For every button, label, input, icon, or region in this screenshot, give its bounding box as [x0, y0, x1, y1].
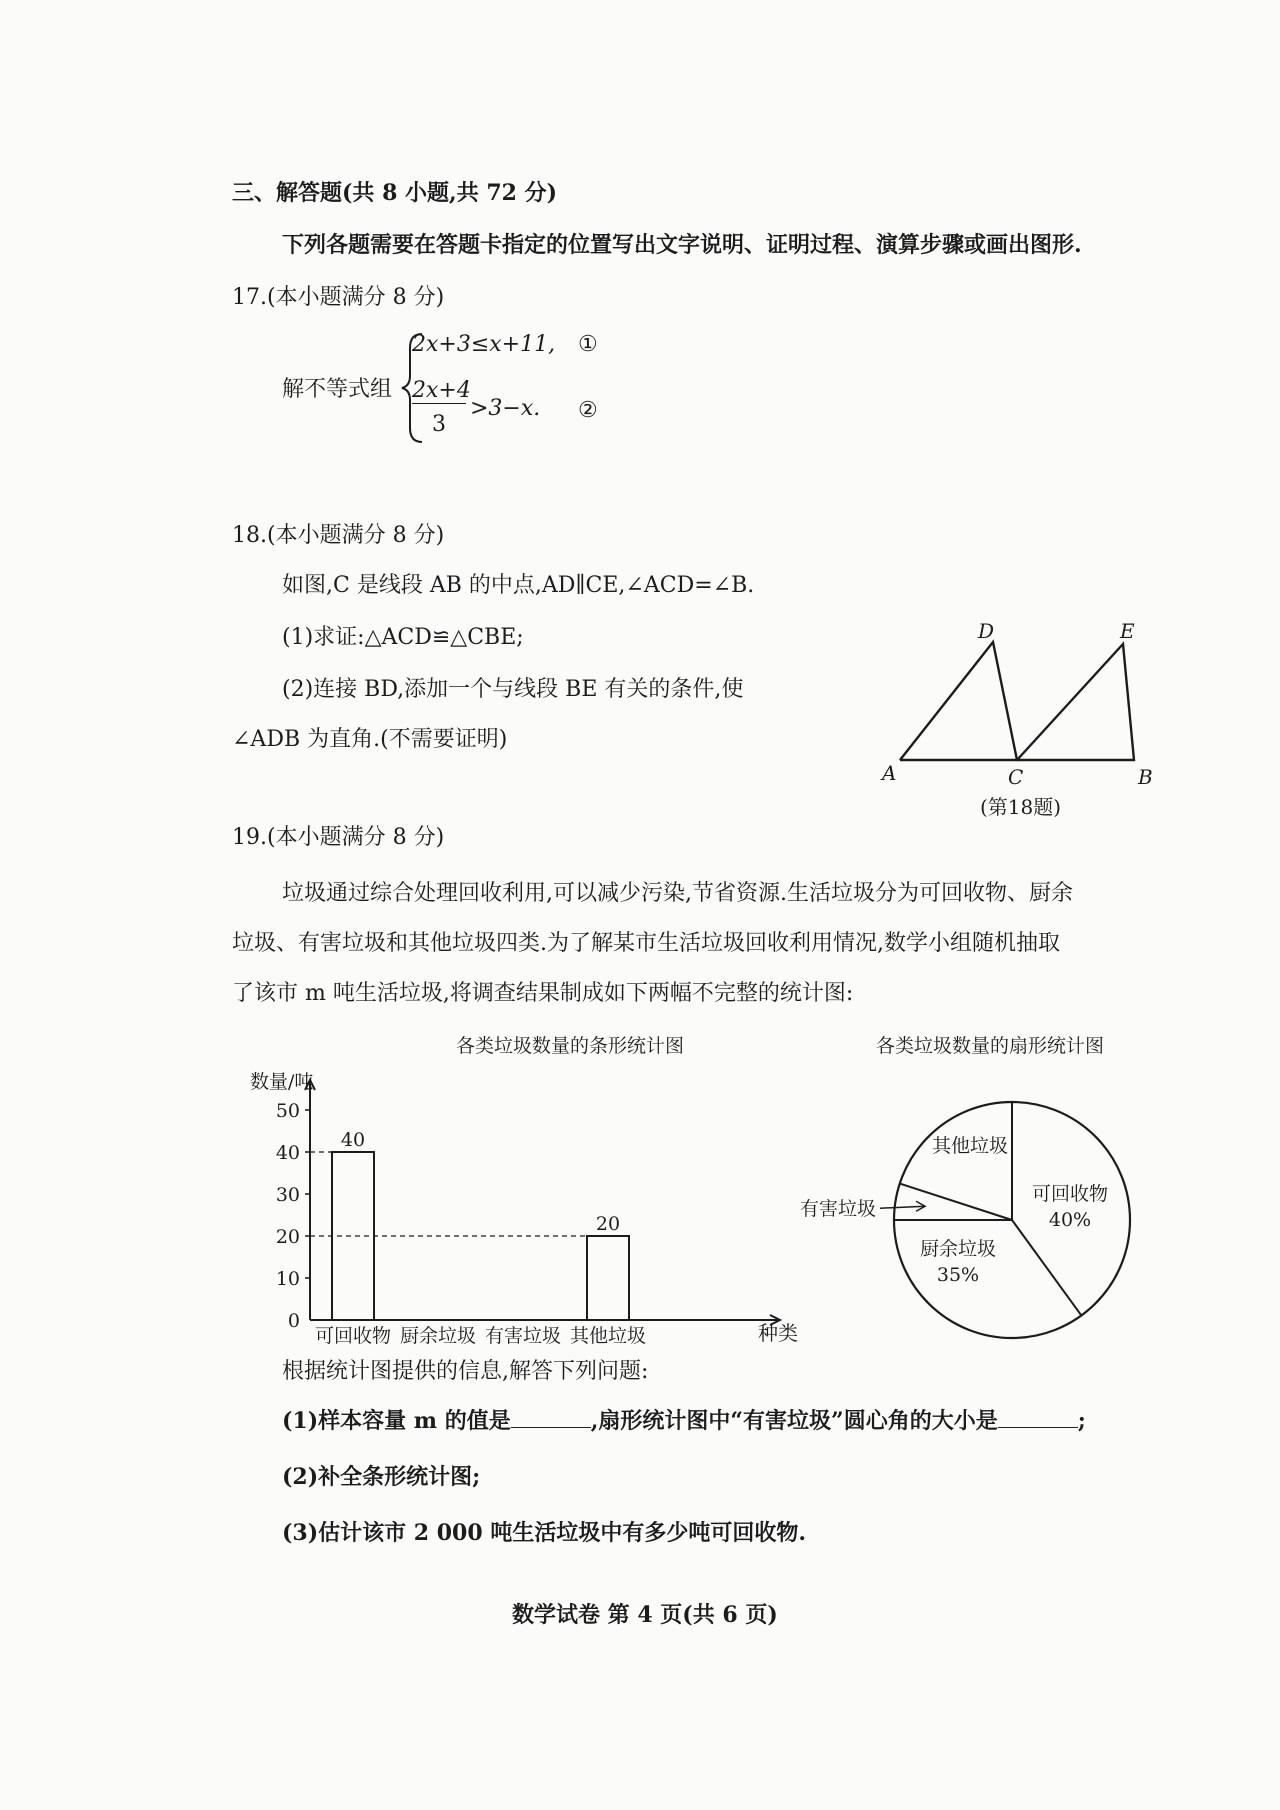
q19-paragraph-line2: 垃圾、有害垃圾和其他垃圾四类.为了解某市生活垃圾回收利用情况,数学小组随机抽取 — [232, 931, 1060, 956]
q18-figure — [870, 620, 1170, 820]
pie-slice-name: 其他垃圾 — [931, 1135, 1009, 1157]
pie-slice-boundary — [1012, 1220, 1081, 1315]
q18-header — [232, 518, 444, 549]
y-tick-label: 0 — [287, 1310, 300, 1332]
y-tick-label: 50 — [275, 1100, 300, 1122]
q18-number: 18. — [232, 523, 267, 548]
q19-question-2: (2)补全条形统计图; — [282, 1464, 481, 1490]
y-tick-label: 30 — [275, 1184, 300, 1206]
pie-chart — [780, 1030, 1160, 1350]
q19-q1-prefix: (1)样本容量 m 的值是 — [282, 1408, 511, 1434]
q18-stem: 如图,C 是线段 AB 的中点,AD∥CE,∠ACD=∠B. — [282, 573, 755, 598]
bar-chart-title: 各类垃圾数量的条形统计图 — [455, 1035, 685, 1057]
q18-part2-line2: ∠ADB 为直角.(不需要证明) — [232, 727, 508, 752]
q17-fraction-denominator: 3 — [432, 412, 446, 437]
answer-blank-m[interactable] — [511, 1409, 591, 1428]
pie-callout-line — [880, 1206, 925, 1208]
label-e: E — [1120, 620, 1135, 643]
q18-part1: (1)求证:△ACD≌△CBE; — [282, 625, 524, 650]
section-title: 三、解答题(共 8 小题,共 72 分) — [232, 180, 558, 206]
q17-prompt: 解不等式组 — [282, 377, 393, 402]
q17-inequality-2: >3−x. — [470, 396, 541, 421]
q19-question-1 — [282, 1404, 1086, 1435]
category-label: 有害垃圾 — [484, 1325, 562, 1347]
q17-label-1: ① — [578, 332, 598, 357]
page-footer: 数学试卷 第 4 页(共 6 页) — [512, 1602, 778, 1628]
bar — [587, 1236, 629, 1320]
pie-slice-name: 有害垃圾 — [799, 1198, 876, 1221]
bar-chart-ylabel: 数量/吨 — [250, 1071, 314, 1093]
y-tick-label: 20 — [275, 1226, 300, 1248]
answer-blank-angle[interactable] — [998, 1409, 1078, 1428]
q19-after-charts: 根据统计图提供的信息,解答下列问题: — [282, 1359, 649, 1384]
q19-header — [232, 820, 444, 851]
section-instruction: 下列各题需要在答题卡指定的位置写出文字说明、证明过程、演算步骤或画出图形. — [282, 232, 1082, 258]
q19-paragraph-line1: 垃圾通过综合处理回收利用,可以减少污染,节省资源.生活垃圾分为可回收物、厨余 — [282, 881, 1073, 906]
bar-value-label: 20 — [595, 1213, 621, 1235]
label-a: A — [882, 761, 897, 785]
category-label: 其他垃圾 — [569, 1325, 647, 1347]
q19-paragraph-line3: 了该市 m 吨生活垃圾,将调查结果制成如下两幅不完整的统计图: — [232, 981, 854, 1006]
bar-value-label: 40 — [340, 1129, 366, 1151]
pie-slice-name: 厨余垃圾 — [919, 1238, 997, 1260]
category-label: 可回收物 — [314, 1325, 392, 1347]
y-tick-label: 10 — [275, 1268, 300, 1290]
label-c: C — [1008, 765, 1024, 789]
q17-inequality-1: 2x+3≤x+11, — [412, 332, 556, 357]
figure-caption: (第18题) — [980, 795, 1062, 819]
triangle-cbe — [1017, 644, 1134, 760]
label-d: D — [978, 620, 995, 643]
pie-slice-name: 可回收物 — [1031, 1183, 1109, 1205]
q17-fraction-numerator: 2x+4 — [412, 378, 471, 403]
bar-chart-xlabel: 种类 — [758, 1321, 798, 1345]
pie-slice-percent: 40% — [1048, 1209, 1092, 1231]
pie-slice-percent: 35% — [936, 1264, 980, 1286]
q19-points: (本小题满分 8 分) — [267, 825, 445, 850]
y-tick-label: 40 — [275, 1142, 300, 1164]
q17-header — [232, 280, 444, 311]
q19-question-3: (3)估计该市 2 000 吨生活垃圾中有多少吨可回收物. — [282, 1520, 806, 1546]
category-label: 厨余垃圾 — [399, 1325, 477, 1347]
bar-chart — [240, 1030, 800, 1350]
q17-label-2: ② — [578, 398, 598, 423]
q17-points: (本小题满分 8 分) — [267, 285, 445, 310]
q19-number: 19. — [232, 825, 267, 850]
q17-number: 17. — [232, 285, 267, 310]
q18-points: (本小题满分 8 分) — [267, 523, 445, 548]
q18-part2-line1: (2)连接 BD,添加一个与线段 BE 有关的条件,使 — [282, 677, 744, 702]
q19-q1-middle: ,扇形统计图中“有害垃圾”圆心角的大小是 — [590, 1408, 998, 1434]
triangle-acd — [900, 642, 1017, 760]
pie-chart-title: 各类垃圾数量的扇形统计图 — [875, 1035, 1105, 1057]
q19-q1-end: ; — [1077, 1408, 1086, 1434]
label-b: B — [1138, 765, 1153, 789]
